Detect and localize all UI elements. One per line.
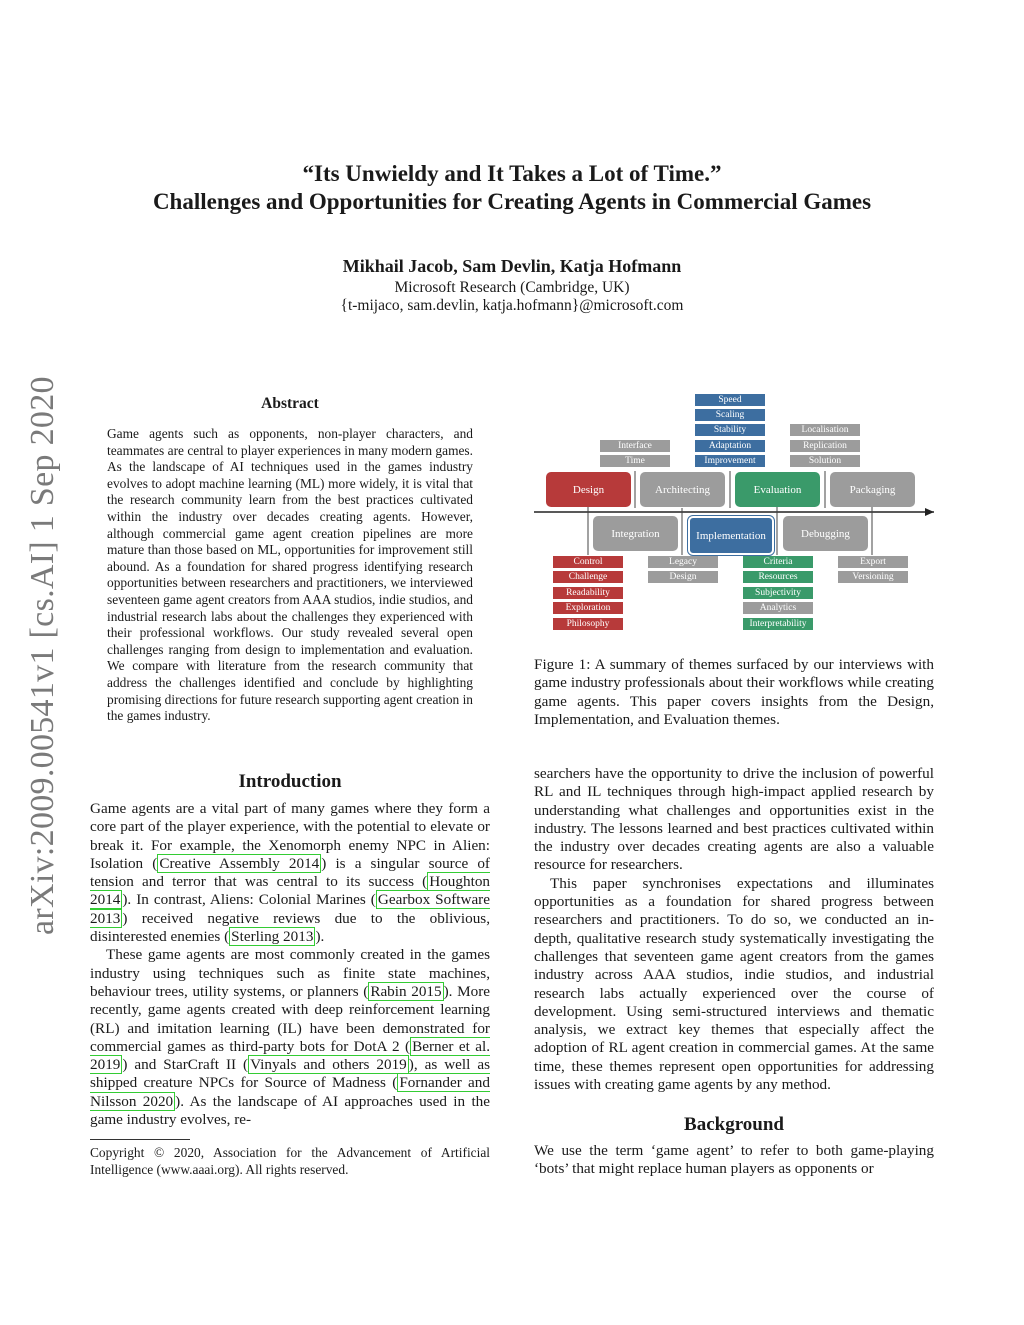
theme-exploration: Exploration bbox=[553, 602, 623, 614]
affiliation: Microsoft Research (Cambridge, UK) bbox=[394, 279, 630, 296]
introduction-body bbox=[90, 800, 490, 1129]
intro-paragraph-2 bbox=[90, 946, 490, 1129]
background-heading: Background bbox=[684, 1114, 784, 1135]
stage-debugging: Debugging bbox=[783, 516, 868, 551]
emails: {t-mijaco, sam.devlin, katja.hofmann}@microsoft.com bbox=[340, 297, 684, 314]
text-run: Game agents are a vital part of many games where they form a core part of the player experience, with the potential to elevate or break it. For example, the Xenomorph enemy NPC in Alien: Isolation ( bbox=[90, 800, 490, 872]
citation-link[interactable]: Houghton 2014 bbox=[90, 873, 490, 909]
text-run: ). bbox=[315, 928, 325, 946]
right-column-body bbox=[534, 765, 934, 1094]
citation-link[interactable]: Sterling 2013 bbox=[231, 928, 314, 946]
theme-speed: Speed bbox=[695, 394, 765, 406]
text-run: These game agents are most commonly created in the games industry using techniques such as finite state machines, behaviour trees, utility systems, or planners ( bbox=[90, 946, 490, 1000]
stage-architecting: Architecting bbox=[640, 472, 725, 507]
citation-link[interactable]: Vinyals and others 2019 bbox=[250, 1056, 407, 1074]
theme-challenge: Challenge bbox=[553, 571, 623, 583]
theme-export: Export bbox=[838, 556, 908, 568]
text-run: ). In contrast, Aliens: Colonial Marines ( bbox=[122, 891, 376, 909]
theme-control: Control bbox=[553, 556, 623, 568]
paper-title bbox=[0, 160, 1024, 216]
theme-analytics: Analytics bbox=[743, 602, 813, 614]
abstract-text: Game agents such as opponents, non-player characters, and teammates are central to player experiences in many modern games. As the landscape of AI techniques used in the games industry evolves to adopt machine learning (ML) more widely, it is vital that the research community learn from the best practices cultivated within the industry over decades creating agents. However, although commercial game agent creation pipelines are more mature than those based on ML, opportunities for improvement still abound. As a foundation for shared progress identifying research opportunities between researchers and practitioners, we interviewed seventeen game agent creators from AAA studios, indie studios, and industrial research labs about the challenges they experienced with their professional workflows. Our study revealed several open challenges ranging from design to implementation and evaluation. We compare with literature from the research community that address the challenges identified and conclude by highlighting promising directions for future research supporting agent creation in the games industry. bbox=[107, 426, 473, 724]
theme-interpretability: Interpretability bbox=[743, 618, 813, 630]
citation-link[interactable]: Rabin 2015 bbox=[370, 982, 442, 1000]
text-run: ). As the landscape of AI approaches used in the game industry evolves, re- bbox=[90, 1092, 490, 1129]
figure-themes-diagram bbox=[534, 390, 934, 635]
theme-readability: Readability bbox=[553, 587, 623, 599]
background-paragraph-1: We use the term ‘game agent’ to refer to both game-playing ‘bots’ that might replace human players as opponents or bbox=[534, 1142, 934, 1178]
right-paragraph-1: searchers have the opportunity to drive the inclusion of powerful RL and IL techniques through high-impact applied research by understanding what challenges and opportunities exist in the industry. The lessons learned and best practices cultivated within the industry over decades creating agents are also a valuable resource for researchers. bbox=[534, 765, 934, 874]
figure-caption: Figure 1: A summary of themes surfaced by our interviews with game industry professionals about their workflows while creating game agents. This paper covers insights from the Design, Implementation, and Evaluation themes. bbox=[534, 656, 934, 728]
theme-improvement: Improvement bbox=[695, 455, 765, 467]
right-paragraph-2: This paper synchronises expectations and illuminates opportunities as a foundation for shared progress between researchers and practitioners. To do so, we conducted an in-depth, qualitative research study systematically investigating the challenges that seventeen game agent creators from the games industry across AAA studios, indie studios, and industrial research labs actually experienced over the course of development. Using semi-structured interviews and thematic analysis, we extract key themes that especially affect the adoption of RL agent creation in commercial games. At the same time, these themes represent open opportunities for addressing issues with creating game agents by any method. bbox=[534, 874, 934, 1094]
authors: Mikhail Jacob, Sam Devlin, Katja Hofmann bbox=[342, 256, 682, 276]
theme-versioning: Versioning bbox=[838, 571, 908, 583]
text-run: ), as well as shipped creature NPCs for Source of Madness ( bbox=[90, 1056, 490, 1092]
theme-legacy: Legacy bbox=[648, 556, 718, 568]
theme-time: Time bbox=[600, 455, 670, 467]
theme-adaptation: Adaptation bbox=[695, 440, 765, 452]
theme-scaling: Scaling bbox=[695, 409, 765, 421]
theme-resources: Resources bbox=[743, 571, 813, 583]
intro-paragraph-1 bbox=[90, 800, 490, 946]
citation-link[interactable]: Berner et al. 2019 bbox=[90, 1037, 490, 1074]
stage-packaging: Packaging bbox=[830, 472, 915, 507]
timeline-arrowhead bbox=[925, 508, 934, 516]
theme-replication: Replication bbox=[790, 440, 860, 452]
stage-evaluation: Evaluation bbox=[735, 472, 820, 507]
citation-link[interactable]: Creative Assembly 2014 bbox=[159, 854, 320, 872]
title-line-2: Challenges and Opportunities for Creating Agents in Commercial Games bbox=[152, 189, 872, 214]
theme-interface: Interface bbox=[600, 440, 670, 452]
citation-link[interactable]: Gearbox Software 2013 bbox=[90, 891, 490, 927]
text-run: ) received negative reviews due to the oblivious, disinterested enemies ( bbox=[90, 909, 490, 946]
arxiv-identifier: arXiv:2009.00541v1 [cs.AI] 1 Sep 2020 bbox=[24, 376, 61, 935]
theme-design: Design bbox=[648, 571, 718, 583]
abstract-heading: Abstract bbox=[261, 395, 319, 412]
title-line-1: “Its Unwieldy and It Takes a Lot of Time.” bbox=[302, 161, 722, 186]
theme-localisation: Localisation bbox=[790, 424, 860, 436]
text-run: ) is a singular source of tension and terror that was central to its success ( bbox=[90, 854, 490, 891]
theme-solution: Solution bbox=[790, 455, 860, 467]
stage-integration: Integration bbox=[593, 516, 678, 551]
theme-criteria: Criteria bbox=[743, 556, 813, 568]
stage-design: Design bbox=[546, 472, 631, 507]
background-body bbox=[534, 1142, 934, 1179]
stage-implementation: Implementation bbox=[688, 516, 774, 555]
copyright-footnote: Copyright © 2020, Association for the Advancement of Artificial Intelligence (www.aaai.org). All rights reserved. bbox=[90, 1145, 490, 1177]
text-run: ) and StarCraft II ( bbox=[122, 1056, 249, 1074]
introduction-heading: Introduction bbox=[238, 771, 342, 792]
theme-stability: Stability bbox=[695, 424, 765, 436]
theme-philosophy: Philosophy bbox=[553, 618, 623, 630]
theme-subjectivity: Subjectivity bbox=[743, 587, 813, 599]
text-run: ). More recently, game agents created with deep reinforcement learning (RL) and imitation learning (IL) have been demonstrated for commercial games as third-party bots for DotA 2 ( bbox=[90, 982, 490, 1055]
footnote-rule bbox=[90, 1139, 190, 1140]
citation-link[interactable]: Fornander and Nilsson 2020 bbox=[90, 1074, 490, 1110]
